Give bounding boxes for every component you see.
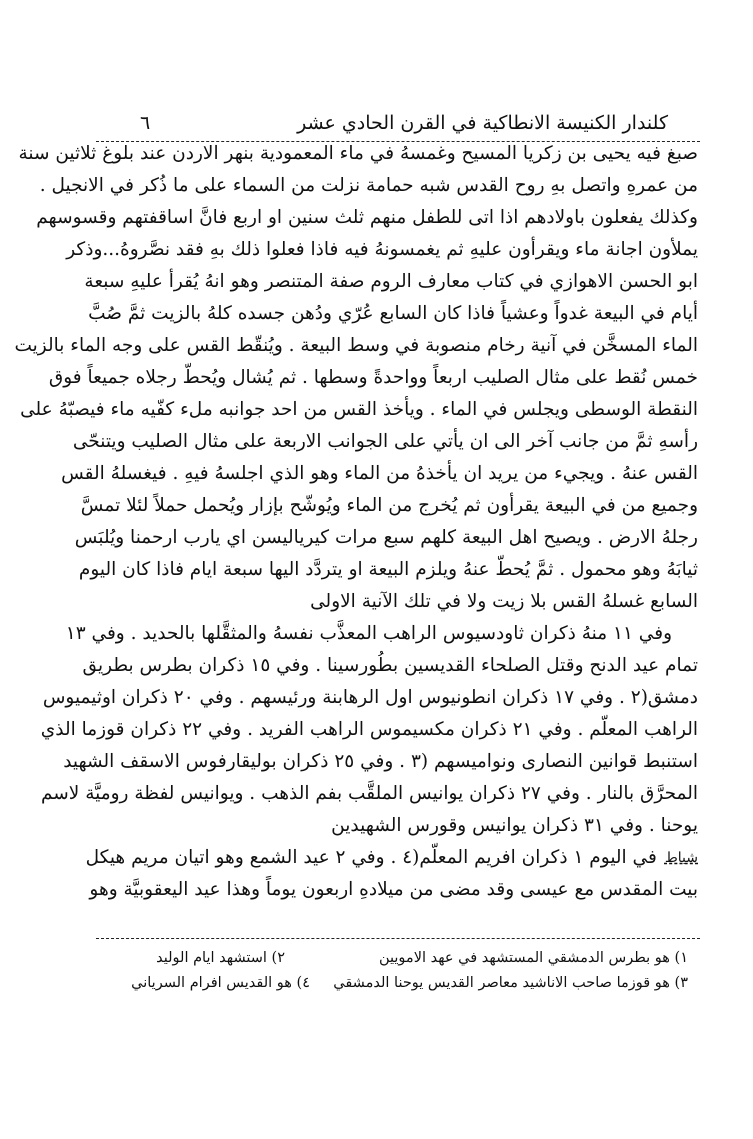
text-line: ثيابَهُ وهو محمول . ثمَّ يُحطّ عنهُ ويلزم البيعة او يتردَّد اليها سبعة ايام فاذا كان اليوم [78, 559, 698, 580]
text-line: استنبط قوانين النصارى ونواميسهم (٣ . وفي ٢٥ ذكران بوليقارفوس الاسقف الشهيد [63, 751, 698, 772]
footnote-2: ٢) استشهد ايام الوليد [156, 950, 285, 966]
footnote-3: ٣) هو قوزما صاحب الاناشيد معاصر القديس يوحنا الدمشقي [333, 975, 688, 991]
text-line: رأسهِ ثمَّ من جانب آخر الى ان يأتي على الجوانب الاربعة على مثال الصليب ويتنحّى [72, 431, 698, 452]
text-line: صبغ فيه يحيى بن زكريا المسيح وغمسهُ في ماء المعمودية بنهر الاردن عند بلوغ ثلاثين سنة [18, 143, 698, 164]
text-line: المحرَّق بالنار . وفي ٢٧ ذكران يوانيس الملقَّب بفم الذهب . ويوانيس لفظة روميَّة لاسم [40, 783, 698, 804]
text-line: القس عنهُ . ويجيء من يريد ان يأخذهُ من الماء وهو الذي اجلسهُ فيهِ . فيغسلهُ القس [61, 463, 698, 484]
page-number: ٦ [140, 112, 151, 134]
text-line: دمشق(٢ . وفي ١٧ ذكران انطونيوس اول الرهابنة ورئيسهم . وفي ٢٠ ذكران اوثيميوس [42, 687, 698, 708]
text-line: الراهب المعلّم . وفي ٢١ ذكران مكسيموس الراهب الفريد . وفي ٢٢ ذكران قوزما الذي [40, 719, 698, 740]
text-line: وفي ١١ منهُ ذكران ثاودسيوس الراهب المعذَّب نفسهُ والمثقَّلها بالحديد . وفي ١٣ [65, 623, 672, 644]
text-line: رجلهُ الارض . ويصيح اهل البيعة كلهم سبع مرات كيرياليسن اي يارب ارحمنا ويُلبَس [74, 527, 698, 548]
text-line: أيام في البيعة غدواً وعشياً فاذا كان السابع عُرّي ودُهن جسده كلهُ بالزيت ثمَّ صُبَّ [88, 303, 698, 324]
text-line: يوحنا . وفي ٣١ ذكران يوانيس وقورس الشهيدين [331, 815, 698, 836]
month-label: شباط [664, 850, 698, 866]
text-line: في اليوم ١ ذكران افريم المعلّم(٤ . وفي ٢ عيد الشمع وهو اتيان مريم هيكل [85, 847, 657, 868]
text-line: يملأون اجانة ماء ويقرأون عليهِ ثم يغمسونهُ فيه فاذا فعلوا ذلك بهِ فقد نصَّروهُ...وذكر [66, 239, 698, 260]
text-line: وجميع من في البيعة يقرأون ثم يُخرج من الماء ويُوشّح بإزار ويُحمل حملاً لئلا تمسَّ [80, 495, 698, 516]
footnote-1: ١) هو بطرس الدمشقي المستشهد في عهد الامويين [378, 950, 688, 966]
text-line: تمام عيد الدنح وقتل الصلحاء القديسين بطُورسينا . وفي ١٥ ذكران بطرس بطريق [82, 655, 698, 676]
text-line: بيت المقدس مع عيسى وقد مضى من ميلادهِ اربعون يوماً وهذا عيد اليعقوبيَّة وهو [89, 879, 698, 900]
text-line: الماء المسخَّن في آنية رخام منصوبة في وسط البيعة . ويُنقّط القس على وجه الماء بالزيت [14, 335, 698, 356]
text-line: النقطة الوسطى ويجلس في الماء . ويأخذ القس من احد جوانبه ملء كفّيه ماء فيصبّهُ على [20, 399, 698, 420]
footnote-rule [96, 938, 700, 939]
text-line-month [85, 842, 698, 874]
text-line: وكذلك يفعلون باولادهم اذا اتى للطفل منهم ثلث سنين او اربع فانَّ اساقفتهم وقسوسهم [36, 207, 698, 228]
running-header [100, 112, 698, 140]
header-title: كلندار الكنيسة الانطاكية في القرن الحادي عشر [297, 112, 668, 134]
footnote-4: ٤) هو القديس افرام السرياني [131, 975, 310, 991]
footnote-row [96, 971, 700, 995]
text-line: من عمرهِ واتصل بهِ روح القدس شبه حمامة نزلت من السماء على ما ذُكر في الانجيل . [39, 175, 698, 196]
body-text [14, 138, 698, 906]
footnote-row [96, 946, 700, 970]
text-line: خمس نُقط على مثال الصليب اربعاً وواحدةً وسطها . ثم يُشال ويُحطّ رجلاه جميعاً فوق [48, 367, 698, 388]
text-line: ابو الحسن الاهوازي في كتاب معارف الروم صفة المتنصر وهو انهُ يُقرأ عليهِ سبعة [84, 271, 698, 292]
text-line: السابع غسلهُ القس بلا زيت ولا في تلك الآنية الاولى [310, 591, 698, 612]
